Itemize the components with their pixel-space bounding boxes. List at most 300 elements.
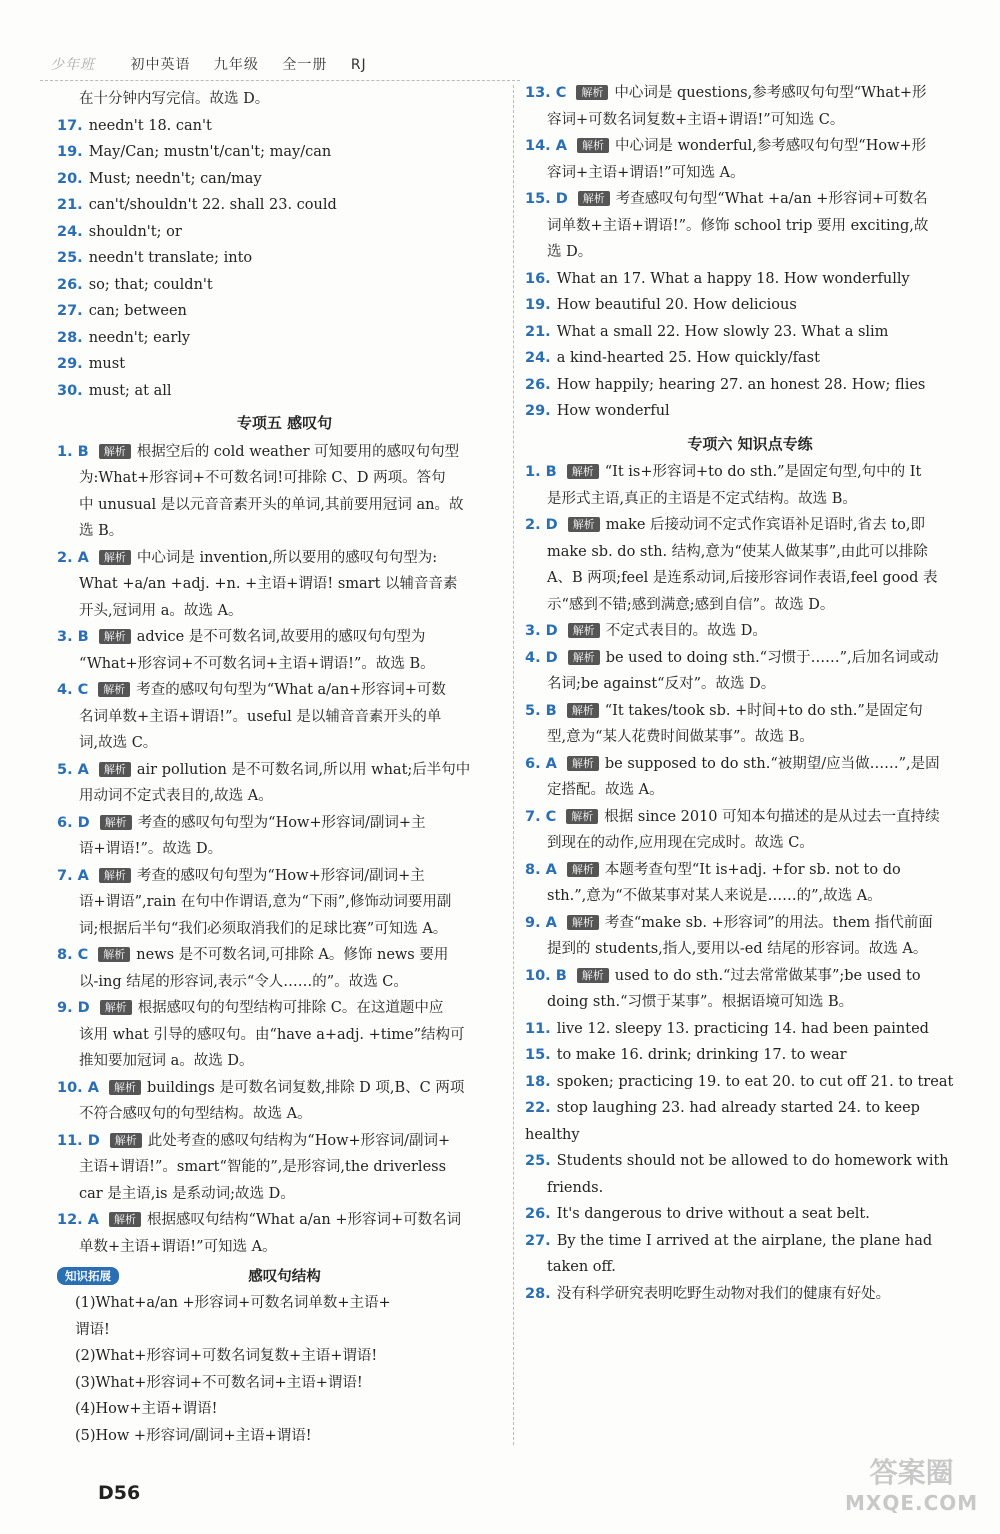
answer-line bbox=[525, 857, 975, 884]
answer-number: 28. bbox=[57, 329, 83, 346]
answer-line bbox=[57, 351, 512, 378]
watermark-logo: 答案圈 MXQE.COM bbox=[845, 1456, 979, 1515]
answer-text: news 是不可数名词,可排除 A。修饰 news 要用 bbox=[136, 947, 449, 963]
answer-line bbox=[57, 942, 512, 969]
analysis-tag: 解析 bbox=[110, 1133, 142, 1148]
answer-text: 是形式主语,真正的主语是不定式结构。故选 B。 bbox=[547, 490, 857, 507]
answer-line bbox=[57, 518, 512, 545]
sec6-item bbox=[525, 698, 975, 751]
answer-line bbox=[525, 592, 975, 619]
analysis-tag: 解析 bbox=[99, 868, 131, 883]
answer-text: 名词单数+主语+谓语!”。useful 是以辅音音素开头的单 bbox=[79, 708, 442, 725]
answer-number: 25. bbox=[57, 250, 83, 266]
sec6-item bbox=[525, 751, 975, 804]
answer-text: can't/shouldn't 22. shall 23. could bbox=[88, 197, 337, 213]
answer-number: 19. bbox=[525, 297, 551, 313]
right-column bbox=[525, 80, 975, 1307]
sentence-answer bbox=[525, 1281, 975, 1308]
sec6-item bbox=[525, 963, 975, 1016]
answer-text: 中 unusual 是以元音音素开头的单词,其前要用冠词 an。故 bbox=[79, 496, 464, 513]
column-divider bbox=[513, 85, 514, 1445]
answer-text: be supposed to do sth.“被期望/应当做……”,是固 bbox=[604, 755, 940, 772]
answer-number: 25. bbox=[525, 1153, 551, 1169]
answer-line bbox=[525, 1148, 975, 1175]
analysis-tag: 解析 bbox=[99, 444, 131, 459]
answer-text: “It is+形容词+to do sth.”是固定句型,句中的 It bbox=[604, 464, 922, 480]
header-grade: 九年级 bbox=[213, 57, 259, 73]
answer-text: “What+形容词+不可数名词+主语+谓语!”。故选 B。 bbox=[79, 655, 435, 672]
answer-line bbox=[525, 133, 975, 160]
answer-text: 考查感叹句句型“What +a/an +形容词+可数名 bbox=[615, 191, 928, 207]
analysis-tag: 解析 bbox=[567, 756, 599, 771]
answer-line bbox=[525, 1175, 975, 1202]
sec6-item bbox=[525, 459, 975, 512]
answer-number: 4. D bbox=[525, 649, 558, 666]
answer-text: 定搭配。故选 A。 bbox=[547, 782, 664, 798]
answer-line bbox=[525, 883, 975, 910]
answer-text: 考查的感叹句句型为“How+形容词/副词+主 bbox=[136, 867, 425, 884]
answer-number: 21. bbox=[57, 197, 83, 213]
answer-number: 3. B bbox=[57, 629, 89, 645]
answer-text: to make 16. drink; drinking 17. to wear bbox=[556, 1047, 847, 1063]
knowledge-line: (2)What+形容词+可数名词复数+主语+谓语! bbox=[75, 1348, 378, 1364]
answer-text: must bbox=[88, 356, 126, 372]
answer-number: 28. bbox=[525, 1285, 551, 1302]
answer-line bbox=[57, 863, 512, 890]
answer-text: make sb. do sth. 结构,意为“使某人做某事”,由此可以排除 bbox=[547, 543, 928, 560]
sentence-answer bbox=[525, 1148, 975, 1201]
answer-text: 此处考查的感叹句结构为“How+形容词/副词+ bbox=[147, 1132, 451, 1149]
sentence-answer bbox=[525, 1201, 975, 1228]
answer-line bbox=[57, 677, 512, 704]
answer-number: 15. bbox=[525, 1047, 551, 1063]
answer-line bbox=[57, 810, 512, 837]
analysis-tag: 解析 bbox=[109, 1212, 141, 1227]
answer-text: 到现在的动作,应用现在完成时。故选 C。 bbox=[547, 835, 814, 851]
sec5-item bbox=[57, 1075, 512, 1128]
answer-text: can; between bbox=[88, 303, 187, 319]
answer-text: 考查的感叹句句型为“What a/an+形容词+可数 bbox=[136, 682, 446, 698]
answer-text: make 后接动词不定式作宾语补足语时,省去 to,即 bbox=[605, 517, 925, 533]
answer-text: 根据感叹句的句型结构可排除 C。在这道题中应 bbox=[137, 1000, 444, 1016]
answer-text: 根据感叹句结构“What a/an +形容词+可数名词 bbox=[146, 1212, 462, 1228]
short-answer-line bbox=[525, 1069, 975, 1096]
answer-text: buildings 是可数名词复数,排除 D 项,B、C 两项 bbox=[146, 1079, 465, 1096]
answer-number: 11. bbox=[525, 1020, 551, 1037]
answer-text: 示“感到不错;感到满意;感到自信”。故选 D。 bbox=[547, 596, 835, 613]
answer-line bbox=[57, 836, 512, 863]
answer-line bbox=[525, 239, 975, 266]
analysis-tag: 解析 bbox=[577, 138, 609, 153]
answer-line bbox=[525, 671, 975, 698]
answer-number: 26. bbox=[525, 376, 551, 393]
answer-number: 15. D bbox=[525, 191, 568, 207]
short-answer-line bbox=[525, 372, 975, 399]
answer-text: live 12. sleepy 13. practicing 14. had been painted bbox=[556, 1020, 929, 1037]
sec5-item bbox=[57, 810, 512, 863]
answer-number: 29. bbox=[57, 356, 83, 372]
analysis-tag: 解析 bbox=[99, 629, 131, 644]
analysis-tag: 解析 bbox=[566, 809, 598, 824]
answer-text: 开头,冠词用 a。故选 A。 bbox=[79, 602, 243, 619]
answer-line bbox=[57, 783, 512, 810]
answer-number: 1. B bbox=[525, 464, 557, 480]
knowledge-line: (5)How +形容词/副词+主语+谓语! bbox=[75, 1427, 312, 1444]
sec6-item bbox=[525, 512, 975, 618]
answer-number: 26. bbox=[525, 1206, 551, 1222]
sec5-item bbox=[525, 133, 975, 186]
knowledge-box bbox=[57, 1290, 512, 1449]
header-subject: 初中英语 bbox=[130, 57, 191, 73]
answer-number: 16. bbox=[525, 270, 551, 287]
answer-number: 9. A bbox=[525, 914, 557, 931]
answer-number: 24. bbox=[57, 223, 83, 240]
answer-line bbox=[57, 86, 512, 113]
answer-line bbox=[57, 378, 512, 405]
knowledge-line: 谓语! bbox=[75, 1321, 110, 1338]
sec5-item bbox=[57, 439, 512, 545]
answer-number: 7. C bbox=[525, 808, 557, 825]
answer-line bbox=[57, 492, 512, 519]
answer-line bbox=[57, 113, 512, 140]
answer-line bbox=[57, 1154, 512, 1181]
left-column bbox=[57, 86, 512, 1449]
answer-number: 8. A bbox=[525, 861, 557, 878]
answer-text: a kind-hearted 25. How quickly/fast bbox=[556, 350, 820, 366]
sec5-item bbox=[57, 624, 512, 677]
sec5-item bbox=[57, 863, 512, 943]
answer-line bbox=[525, 751, 975, 778]
sec5-item bbox=[525, 80, 975, 133]
answer-number: 9. D bbox=[57, 1000, 90, 1016]
analysis-tag: 解析 bbox=[568, 650, 600, 665]
answer-line bbox=[57, 916, 512, 943]
sec6-item bbox=[525, 910, 975, 963]
analysis-tag: 解析 bbox=[567, 703, 599, 718]
short-answer-line bbox=[525, 1042, 975, 1069]
answer-line bbox=[525, 565, 975, 592]
analysis-tag: 解析 bbox=[567, 915, 599, 930]
answer-line bbox=[525, 936, 975, 963]
sec5-item bbox=[525, 186, 975, 266]
answer-text: 本题考查句型“It is+adj. +for sb. not to do bbox=[604, 861, 901, 878]
answer-text: needn't; early bbox=[88, 329, 191, 346]
sec6-item bbox=[525, 618, 975, 645]
knowledge-line: (3)What+形容词+不可数名词+主语+谓语! bbox=[75, 1374, 363, 1391]
section-6-short-answers bbox=[525, 1016, 975, 1149]
analysis-tag: 解析 bbox=[577, 968, 609, 983]
answer-text: 推知要加冠词 a。故选 D。 bbox=[79, 1053, 254, 1069]
answer-text: 中心词是 invention,所以要用的感叹句句型为: bbox=[136, 549, 438, 566]
answer-text: used to do sth.“过去常常做某事”;be used to bbox=[614, 967, 921, 984]
answer-line bbox=[57, 139, 512, 166]
answer-line bbox=[525, 213, 975, 240]
analysis-tag: 解析 bbox=[578, 191, 610, 206]
answer-line bbox=[57, 969, 512, 996]
short-answer-line bbox=[525, 398, 975, 425]
answer-text: A、B 两项;feel 是连系动词,后接形容词作表语,feel good 表 bbox=[547, 570, 938, 586]
answer-number: 4. C bbox=[57, 682, 89, 698]
answer-number: 11. D bbox=[57, 1132, 100, 1149]
answer-text: 词;根据后半句“我们必须取消我们的足球比赛”可知选 A。 bbox=[79, 920, 448, 937]
answer-number: 6. D bbox=[57, 814, 90, 831]
answer-line bbox=[57, 298, 512, 325]
answer-line bbox=[57, 571, 512, 598]
right-top-answers bbox=[525, 80, 975, 266]
short-answer-line bbox=[525, 266, 975, 293]
answer-text: 考查的感叹句句型为“How+形容词/副词+主 bbox=[137, 814, 426, 831]
answer-line bbox=[525, 1201, 975, 1228]
section-6-sentence-answers bbox=[525, 1148, 975, 1307]
answer-text: 容词+可数名词复数+主语+谓语!”可知选 C。 bbox=[547, 111, 845, 128]
answer-number: 27. bbox=[57, 303, 83, 319]
header-edition: RJ bbox=[350, 57, 367, 73]
answer-text: 没有科学研究表明吃野生动物对我们的健康有好处。 bbox=[556, 1285, 891, 1302]
answer-text: 中心词是 wonderful,参考感叹句句型“How+形 bbox=[614, 138, 927, 154]
answer-line bbox=[525, 830, 975, 857]
answer-text: doing sth.“习惯于某事”。根据语境可知选 B。 bbox=[547, 994, 854, 1010]
brand-logo: 少年班 bbox=[50, 57, 95, 73]
section-5-title: 专项五 感叹句 bbox=[236, 414, 333, 432]
answer-number: 21. bbox=[525, 323, 551, 340]
answer-text: How beautiful 20. How delicious bbox=[556, 297, 797, 313]
knowledge-title: 感叹句结构 bbox=[248, 1269, 321, 1285]
answer-line bbox=[525, 1281, 975, 1308]
answer-text: 用动词不定式表目的,故选 A。 bbox=[79, 788, 273, 804]
short-answer-line bbox=[525, 345, 975, 372]
sec5-item bbox=[57, 757, 512, 810]
header-volume: 全一册 bbox=[282, 57, 328, 73]
answer-text: By the time I arrived at the airplane, the plane had bbox=[556, 1232, 933, 1249]
answer-text: must; at all bbox=[88, 382, 172, 399]
answer-number: 18. bbox=[525, 1073, 551, 1090]
answer-text: What an 17. What a happy 18. How wonderfully bbox=[556, 270, 910, 287]
analysis-tag: 解析 bbox=[99, 550, 131, 565]
answer-line bbox=[57, 704, 512, 731]
analysis-tag: 解析 bbox=[98, 682, 130, 697]
answer-number: 5. A bbox=[57, 761, 89, 778]
answer-line bbox=[57, 1022, 512, 1049]
answer-text: 单数+主语+谓语!”可知选 A。 bbox=[79, 1238, 277, 1255]
section-5-answers bbox=[57, 439, 512, 1261]
analysis-tag: 解析 bbox=[568, 517, 600, 532]
answer-number: 13. C bbox=[525, 85, 567, 101]
answer-number: 22. bbox=[525, 1100, 551, 1116]
knowledge-box-header bbox=[57, 1264, 512, 1290]
answer-line bbox=[57, 192, 512, 219]
analysis-tag: 解析 bbox=[109, 1080, 141, 1095]
answer-text: friends. bbox=[547, 1179, 604, 1196]
answer-text: stop laughing 23. had already started 24. to keep healthy bbox=[525, 1100, 920, 1143]
answer-text: needn't 18. can't bbox=[88, 117, 212, 134]
answer-text: advice 是不可数名词,故要用的感叹句句型为 bbox=[136, 629, 426, 645]
sec6-item bbox=[525, 645, 975, 698]
answer-text: What +a/an +adj. +n. +主语+谓语! smart 以辅音音素 bbox=[79, 576, 458, 592]
answer-line bbox=[57, 439, 512, 466]
answer-number: 1. B bbox=[57, 443, 89, 460]
answer-line bbox=[57, 166, 512, 193]
answer-text: car 是主语,is 是系动词;故选 D。 bbox=[79, 1185, 295, 1202]
page-header bbox=[50, 54, 385, 74]
answer-number: 30. bbox=[57, 382, 83, 399]
answer-line bbox=[525, 486, 975, 513]
answer-line bbox=[57, 1101, 512, 1128]
sec6-item bbox=[525, 857, 975, 910]
answer-line bbox=[525, 645, 975, 672]
answer-number: 19. bbox=[57, 144, 83, 160]
answer-text: 不定式表目的。故选 D。 bbox=[605, 623, 767, 639]
page-number: D56 bbox=[98, 1482, 141, 1504]
analysis-tag: 解析 bbox=[99, 762, 131, 777]
knowledge-badge: 知识拓展 bbox=[57, 1267, 119, 1285]
answer-line bbox=[525, 777, 975, 804]
analysis-tag: 解析 bbox=[98, 947, 130, 962]
answer-text: needn't translate; into bbox=[88, 250, 253, 266]
answer-line bbox=[57, 598, 512, 625]
answer-number: 2. A bbox=[57, 549, 89, 566]
answer-line bbox=[57, 757, 512, 784]
answer-text: 选 B。 bbox=[79, 523, 124, 539]
answer-text: spoken; practicing 19. to eat 20. to cut off 21. to treat bbox=[556, 1073, 954, 1090]
answer-text: 主语+谓语!”。smart“智能的”,是形容词,the driverless bbox=[79, 1159, 447, 1175]
answer-text: 容词+主语+谓语!”可知选 A。 bbox=[547, 164, 745, 181]
short-answer-line bbox=[525, 319, 975, 346]
answer-text: air pollution 是不可数名词,所以用 what;后半句中 bbox=[136, 761, 471, 778]
answer-number: 10. B bbox=[525, 967, 567, 984]
answer-line bbox=[57, 245, 512, 272]
answer-line bbox=[525, 910, 975, 937]
answer-text: 词,故选 C。 bbox=[79, 735, 158, 751]
sec6-item bbox=[525, 804, 975, 857]
answer-text: 根据空后的 cold weather 可知要用的感叹句句型 bbox=[136, 443, 460, 460]
answer-text: Must; needn't; can/may bbox=[88, 170, 262, 187]
answer-number: 12. A bbox=[57, 1212, 99, 1228]
answer-text: 名词;be against“反对”。故选 D。 bbox=[547, 676, 776, 692]
answer-text: What a small 22. How slowly 23. What a slim bbox=[556, 323, 889, 340]
answer-number: 2. D bbox=[525, 517, 558, 533]
answer-line bbox=[57, 1234, 512, 1261]
answer-line bbox=[57, 219, 512, 246]
left-top-answers bbox=[57, 86, 512, 404]
answer-line bbox=[57, 651, 512, 678]
answer-line bbox=[57, 1075, 512, 1102]
answer-line bbox=[57, 1181, 512, 1208]
sec5-item bbox=[57, 1128, 512, 1208]
answer-text: “It takes/took sb. +时间+to do sth.”是固定句 bbox=[604, 702, 923, 719]
sec5-item bbox=[57, 545, 512, 625]
answer-line bbox=[57, 1048, 512, 1075]
answer-text: 词单数+主语+谓语!”。修饰 school trip 要用 exciting,故 bbox=[547, 217, 929, 234]
answer-text: 考查“make sb. +形容词”的用法。them 指代前面 bbox=[604, 914, 933, 931]
answer-line bbox=[57, 995, 512, 1022]
answer-number: 27. bbox=[525, 1232, 551, 1249]
answer-line bbox=[57, 465, 512, 492]
analysis-tag: 解析 bbox=[100, 1000, 132, 1015]
answer-line bbox=[57, 545, 512, 572]
answer-text: be used to doing sth.“习惯于……”,后加名词或动 bbox=[605, 649, 939, 666]
answer-line bbox=[525, 459, 975, 486]
header-divider bbox=[40, 80, 520, 81]
answer-line bbox=[525, 698, 975, 725]
answer-line bbox=[57, 889, 512, 916]
answer-text: How happily; hearing 27. an honest 28. How; flies bbox=[556, 376, 926, 393]
answer-number: 3. D bbox=[525, 623, 558, 639]
answer-line bbox=[525, 989, 975, 1016]
sentence-answer bbox=[525, 1228, 975, 1281]
answer-text: May/Can; mustn't/can't; may/can bbox=[88, 144, 332, 160]
answer-number: 8. C bbox=[57, 947, 89, 963]
answer-number: 24. bbox=[525, 350, 551, 366]
answer-text: 根据 since 2010 可知本句描述的是从过去一直持续 bbox=[604, 808, 940, 825]
sec5-item bbox=[57, 1207, 512, 1260]
answer-text: 语+谓语!”。故选 D。 bbox=[79, 841, 223, 857]
answer-line bbox=[525, 1254, 975, 1281]
answer-text: 提到的 students,指人,要用以-ed 结尾的形容词。故选 A。 bbox=[547, 941, 928, 957]
answer-line bbox=[57, 325, 512, 352]
short-answer-line bbox=[525, 1016, 975, 1043]
answer-number: 14. A bbox=[525, 138, 567, 154]
answer-line bbox=[57, 272, 512, 299]
answer-line bbox=[525, 1228, 975, 1255]
answer-text: 选 D。 bbox=[547, 244, 593, 260]
section-6-title: 专项六 知识点专练 bbox=[687, 434, 813, 453]
answer-text: 以-ing 结尾的形容词,表示“令人……的”。故选 C。 bbox=[79, 973, 408, 990]
answer-line bbox=[525, 618, 975, 645]
analysis-tag: 解析 bbox=[567, 464, 599, 479]
answer-line bbox=[525, 963, 975, 990]
answer-line bbox=[57, 730, 512, 757]
answer-line bbox=[525, 186, 975, 213]
answer-line bbox=[57, 624, 512, 651]
answer-line bbox=[525, 804, 975, 831]
answer-line bbox=[525, 160, 975, 187]
answer-text: It's dangerous to drive without a seat belt. bbox=[556, 1206, 870, 1222]
answer-text: 为:What+形容词+不可数名词!可排除 C、D 两项。答句 bbox=[79, 470, 446, 486]
knowledge-line: (1)What+a/an +形容词+可数名词单数+主语+ bbox=[75, 1295, 391, 1311]
answer-text: 不符合感叹句的句型结构。故选 A。 bbox=[79, 1106, 312, 1122]
answer-number: 6. A bbox=[525, 755, 557, 772]
answer-text: so; that; couldn't bbox=[88, 276, 213, 293]
analysis-tag: 解析 bbox=[100, 815, 132, 830]
answer-text: 该用 what 引导的感叹句。由“have a+adj. +time”结构可 bbox=[79, 1026, 465, 1043]
answer-text: Students should not be allowed to do homework with bbox=[556, 1153, 949, 1169]
answer-line bbox=[525, 107, 975, 134]
answer-text: How wonderful bbox=[556, 403, 670, 419]
short-answer-line bbox=[525, 292, 975, 319]
answer-text: shouldn't; or bbox=[88, 223, 182, 240]
answer-number: 29. bbox=[525, 403, 551, 419]
sec5-item bbox=[57, 677, 512, 757]
answer-line bbox=[525, 512, 975, 539]
answer-text: sth.”,意为“不做某事对某人来说是……的”,故选 A。 bbox=[547, 888, 882, 904]
answer-text: 型,意为“某人花费时间做某事”。故选 B。 bbox=[547, 729, 814, 745]
knowledge-line: (4)How+主语+谓语! bbox=[75, 1401, 218, 1417]
analysis-tag: 解析 bbox=[567, 862, 599, 877]
answer-text: 语+谓语”,rain 在句中作谓语,意为“下雨”,修饰动词要用副 bbox=[79, 894, 452, 910]
answer-line bbox=[57, 1128, 512, 1155]
section-6-answers bbox=[525, 459, 975, 1016]
sec5-item bbox=[57, 995, 512, 1075]
analysis-tag: 解析 bbox=[568, 623, 600, 638]
answer-number: 5. B bbox=[525, 702, 557, 719]
answer-line bbox=[57, 1207, 512, 1234]
answer-number: 20. bbox=[57, 170, 83, 187]
answer-line bbox=[525, 539, 975, 566]
right-short-answers bbox=[525, 266, 975, 425]
answer-line bbox=[525, 80, 975, 107]
short-answer-line bbox=[525, 1095, 975, 1148]
answer-number: 7. A bbox=[57, 867, 89, 884]
